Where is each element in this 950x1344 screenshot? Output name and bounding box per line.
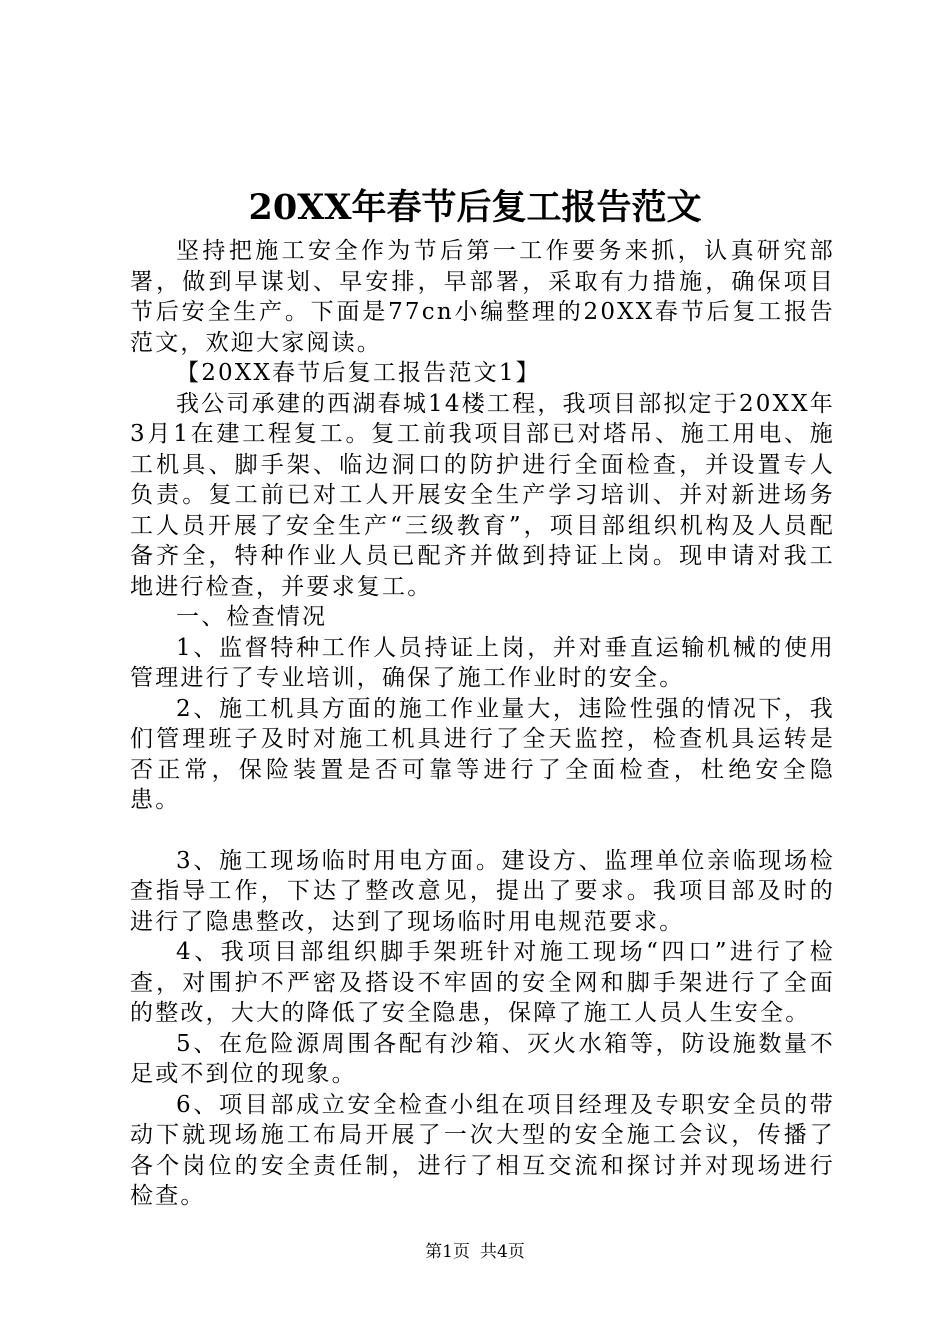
page-footer — [0, 1240, 950, 1264]
inspection-item: 4、我项目部组织脚手架班针对施工现场“四口”进行了检查，对围护不严密及搭设不牢固的安全网和脚手架进行了全面的整改，大大的降低了安全隐患，保障了施工人员人生安全。 — [130, 939, 835, 1026]
application-paragraph: 我公司承建的西湖春城14楼工程，我项目部拟定于20XX年3月1在建工程复工。复工前我项目部已对塔吊、施工用电、施工机具、脚手架、临边洞口的防护进行全面检查，并设置专人负责。复工前已对工人开展安全生产学习培训、并对新进场务工人员开展了安全生产“三级教育”，项目部组织机构及人员配备齐全，特种作业人员已配齐并做到持证上岗。现申请对我工地进行检查，并要求复工。 — [130, 390, 835, 600]
page-total: 共4页 — [480, 1242, 525, 1262]
inspection-item: 5、在危险源周围各配有沙箱、灭火水箱等，防设施数量不足或不到位的现象。 — [130, 1030, 835, 1087]
page-number: 第1页 — [425, 1242, 470, 1262]
document-body — [130, 236, 835, 1212]
inspection-item: 6、项目部成立安全检查小组在项目经理及专职安全员的带动下就现场施工布局开展了一次大型的安全施工会议，传播了各个岗位的安全责任制，进行了相互交流和探讨并对现场进行检查。 — [130, 1091, 835, 1209]
inspection-item: 1、监督特种工作人员持证上岗，并对垂直运输机械的使用管理进行了专业培训，确保了施工作业时的安全。 — [130, 634, 835, 691]
intro-paragraph: 坚持把施工安全作为节后第一工作要务来抓，认真研究部署，做到早谋划、早安排，早部署，采取有力措施，确保项目节后安全生产。下面是77cn小编整理的20XX春节后复工报告范文，欢迎大家阅读。 — [130, 238, 835, 356]
inspection-item: 3、施工现场临时用电方面。建设方、监理单位亲临现场检查指导工作，下达了整改意见，提出了要求。我项目部及时的进行了隐患整改，达到了现场临时用电规范要求。 — [130, 847, 835, 935]
inspection-heading: 一、检查情况 — [176, 604, 328, 630]
document-title: 20XX年春节后复工报告范文 — [248, 187, 702, 228]
inspection-item: 2、施工机具方面的施工作业量大，违险性强的情况下，我们管理班子及时对施工机具进行了全天监控，检查机具运转是否正常，保险装置是否可靠等进行了全面检查，杜绝安全隐患。 — [130, 695, 835, 813]
section-heading: 【20XX春节后复工报告范文1】 — [176, 360, 541, 386]
